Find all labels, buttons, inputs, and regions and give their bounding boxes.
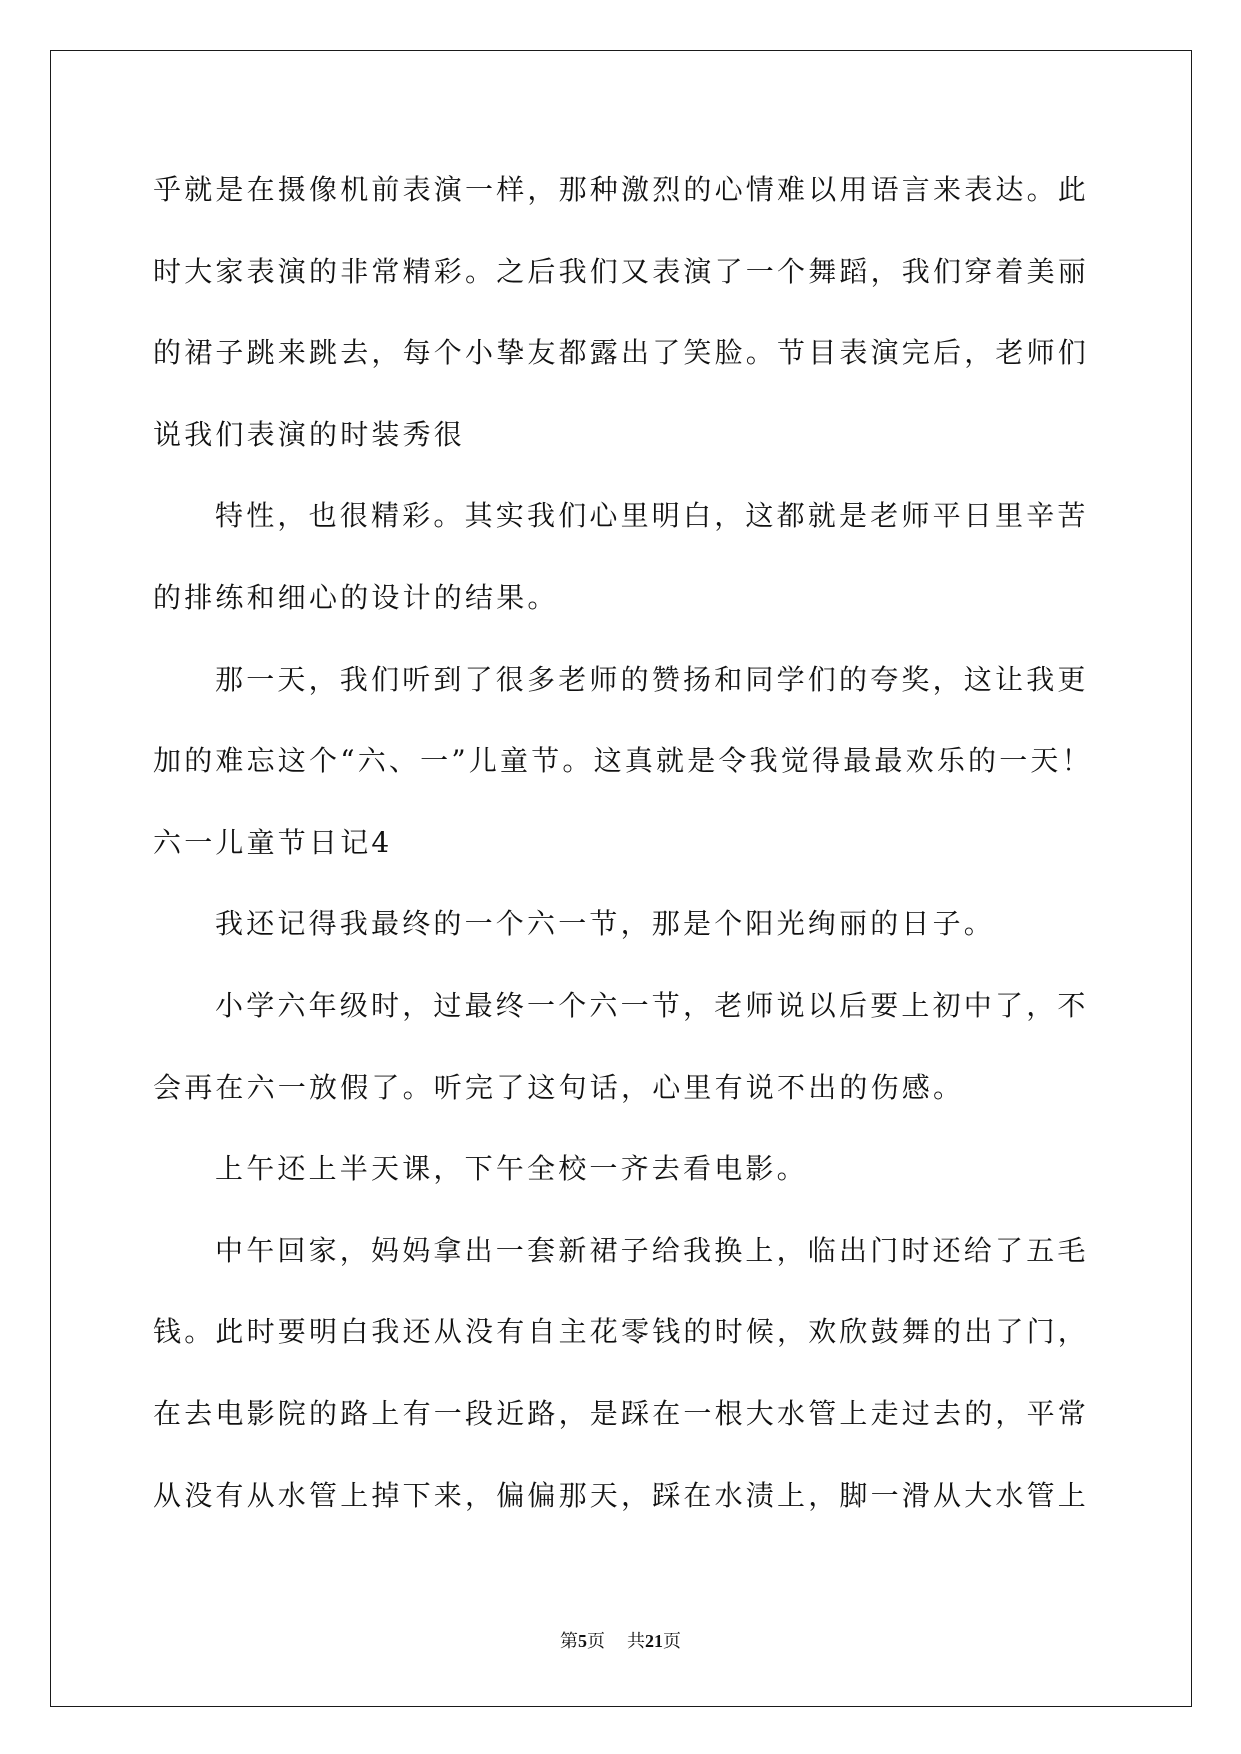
total-pages-indicator (627, 1631, 681, 1651)
text-line: 说我们表演的时装秀很 (153, 417, 466, 451)
page-footer (0, 1630, 1241, 1652)
text-line: 特性，也很精彩。其实我们心里明白，这都就是老师平日里辛苦 (215, 499, 1089, 533)
total-suffix: 页 (663, 1631, 681, 1651)
text-line: 中午回家，妈妈拿出一套新裙子给我换上，临出门时还给了五毛 (215, 1233, 1089, 1267)
text-line: 会再在六一放假了。听完了这句话，心里有说不出的伤感。 (153, 1070, 965, 1104)
text-line: 在去电影院的路上有一段近路，是踩在一根大水管上走过去的，平常 (153, 1396, 1090, 1430)
text-line: 的排练和细心的设计的结果。 (153, 580, 559, 614)
paragraph (153, 883, 1099, 965)
text-line: 乎就是在摄像机前表演一样，那种激烈的心情难以用语言来表达。此 (153, 173, 1090, 206)
text-line: 从没有从水管上掉下来，偏偏那天，踩在水渍上，脚一滑从大水管上 (153, 1478, 1090, 1512)
total-prefix: 共 (627, 1631, 645, 1651)
document-body (153, 149, 1099, 1536)
paragraph (153, 639, 1099, 802)
paragraph (153, 149, 1099, 475)
text-line: 那一天，我们听到了很多老师的赞扬和同学们的夸奖，这让我更 (215, 662, 1089, 696)
total-pages-number: 21 (645, 1631, 663, 1651)
page-prefix: 第 (560, 1631, 578, 1651)
paragraph (153, 1128, 1099, 1210)
text-line: 我还记得我最终的一个六一节，那是个阳光绚丽的日子。 (215, 907, 996, 941)
text-line: 的裙子跳来跳去，每个小挚友都露出了笑脸。节目表演完后，老师们 (153, 336, 1090, 370)
text-line: 钱。此时要明白我还从没有自主花零钱的时候，欢欣鼓舞的出了门， (153, 1315, 1090, 1349)
text-line: 加的难忘这个“六、一”儿童节。这真就是令我觉得最最欢乐的一天！ (153, 744, 1093, 778)
paragraph (153, 475, 1099, 638)
current-page-number: 5 (578, 1631, 587, 1651)
text-line: 上午还上半天课，下午全校一齐去看电影。 (215, 1152, 808, 1186)
paragraph (153, 965, 1099, 1128)
text-line: 时大家表演的非常精彩。之后我们又表演了一个舞蹈，我们穿着美丽 (153, 254, 1090, 288)
page-suffix: 页 (587, 1631, 605, 1651)
section-heading: 六一儿童节日记4 (153, 825, 393, 859)
text-line: 小学六年级时，过最终一个六一节，老师说以后要上初中了，不 (215, 988, 1089, 1022)
paragraph (153, 1210, 1099, 1536)
page-indicator (560, 1631, 605, 1651)
